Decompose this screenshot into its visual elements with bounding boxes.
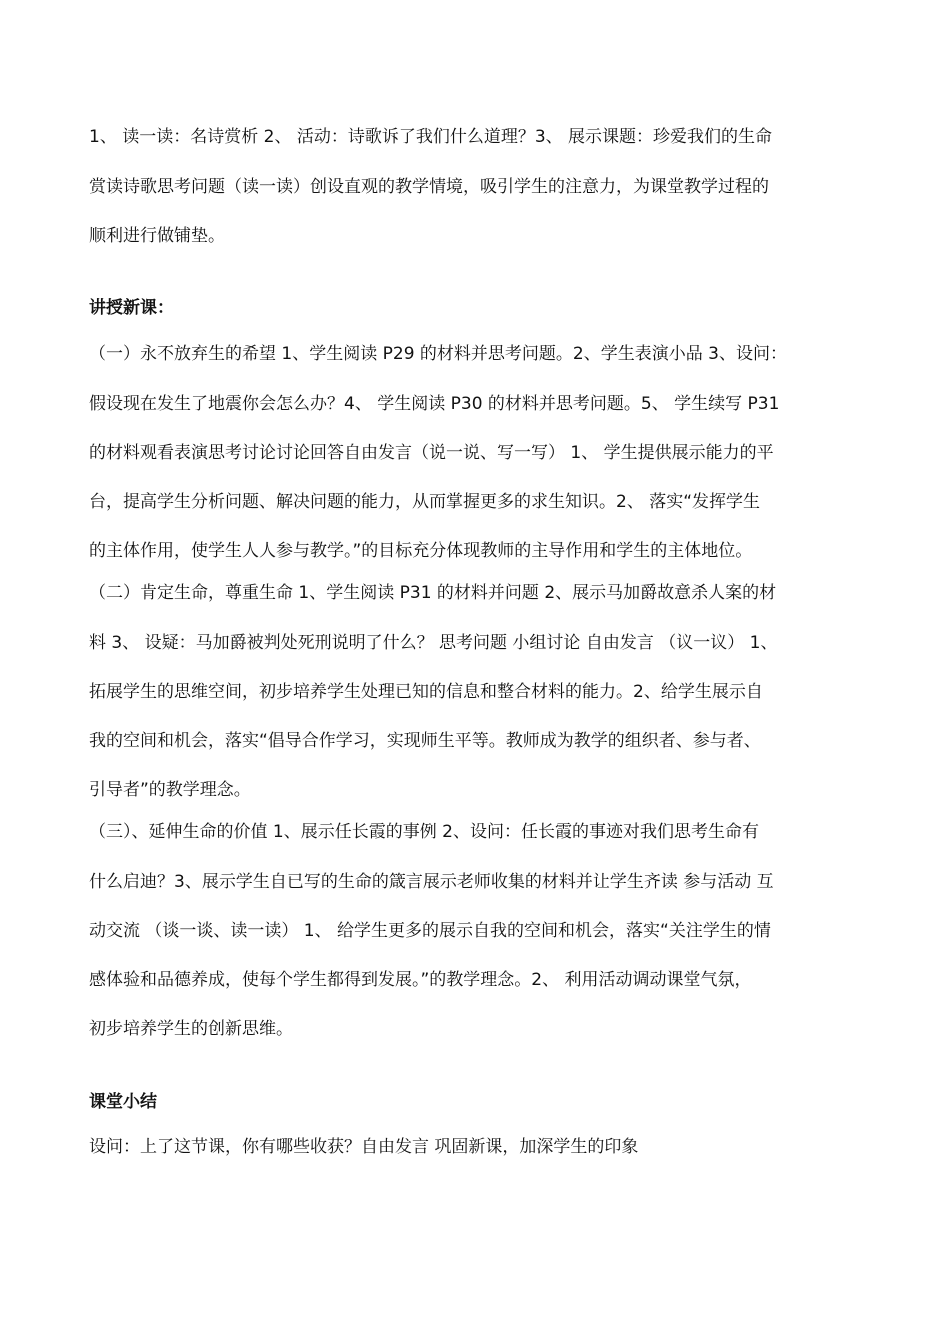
section1-line: 的材料观看表演思考讨论讨论回答自由发言（说一说、写一写） 1、 学生提供展示能力的平 — [89, 443, 774, 463]
section3-line: 什么启迪？3、展示学生自已写的生命的箴言展示老师收集的材料并让学生齐读 参与活动 互 — [89, 872, 774, 892]
section2-line: 料 3、 设疑：马加爵被判处死刑说明了什么？ 思考问题 小组讨论 自由发言 （议一议） 1、 — [89, 633, 778, 653]
section1-line: 台，提高学生分析问题、解决问题的能力，从而掌握更多的求生知识。2、 落实“发挥学生 — [89, 492, 761, 512]
section2-line: 我的空间和机会，落实“倡导合作学习，实现师生平等。教师成为教学的组织者、参与者、 — [89, 731, 761, 751]
summary-line: 设问：上了这节课，你有哪些收获？自由发言 巩固新课，加深学生的印象 — [89, 1137, 639, 1157]
intro-line: 1、 读一读：名诗赏析 2、 活动：诗歌诉了我们什么道理？3、 展示课题：珍爱我们的生命 — [89, 127, 773, 147]
section2-line: 引导者”的教学理念。 — [89, 780, 251, 800]
section-heading-new-lesson: 讲授新课： — [89, 298, 174, 318]
section3-line: 初步培养学生的创新思维。 — [89, 1019, 293, 1039]
section3-line: 动交流 （谈一谈、读一读） 1、 给学生更多的展示自我的空间和机会，落实“关注学生的情 — [89, 921, 771, 941]
section3-line: 感体验和品德养成，使每个学生都得到发展。”的教学理念。2、 利用活动调动课堂气氛， — [89, 970, 752, 990]
section1-line: （一）永不放弃生的希望 1、学生阅读 P29 的材料并思考问题。2、学生表演小品 3、设问： — [89, 344, 787, 364]
section1-line: 的主体作用，使学生人人参与教学。”的目标充分体现教师的主导作用和学生的主体地位。 — [89, 541, 753, 561]
section2-line: （二）肯定生命，尊重生命 1、学生阅读 P31 的材料并问题 2、展示马加爵故意杀人案的材 — [89, 583, 777, 603]
section-heading-summary: 课堂小结 — [89, 1092, 157, 1112]
intro-line: 顺利进行做铺垫。 — [89, 226, 225, 246]
section1-line: 假设现在发生了地震你会怎么办？4、 学生阅读 P30 的材料并思考问题。5、 学生续写 P31 — [89, 394, 780, 414]
section2-line: 拓展学生的思维空间，初步培养学生处理已知的信息和整合材料的能力。2、给学生展示自 — [89, 682, 763, 702]
section3-line: （三）、延伸生命的价值 1、展示任长霞的事例 2、设问：任长霞的事迹对我们思考生命有 — [89, 822, 759, 842]
intro-line: 赏读诗歌思考问题（读一读）创设直观的教学情境，吸引学生的注意力，为课堂教学过程的 — [89, 177, 769, 197]
